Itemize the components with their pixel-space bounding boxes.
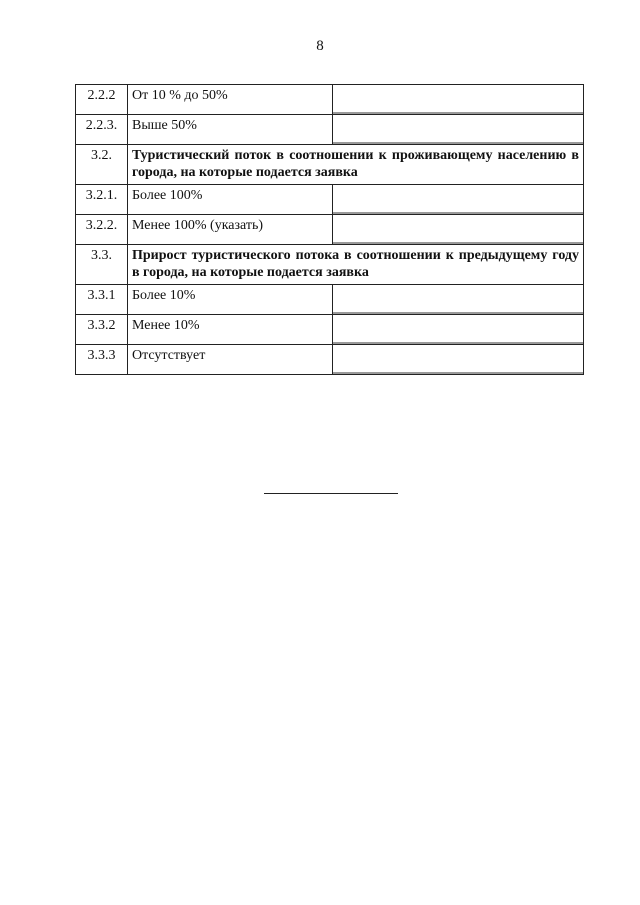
row-value-cell — [333, 315, 584, 345]
row-label: От 10 % до 50% — [128, 85, 333, 115]
page-number: 8 — [316, 38, 324, 54]
table-row — [76, 345, 584, 375]
row-number: 3.3.2 — [76, 315, 128, 345]
row-value-cell — [333, 85, 584, 115]
section-number: 3.2. — [76, 145, 128, 185]
row-number: 3.2.1. — [76, 185, 128, 215]
table-row — [76, 315, 584, 345]
row-value-cell — [333, 345, 584, 375]
row-value-cell — [333, 215, 584, 245]
section-title: Туристический поток в соотношении к проживающему населению в города, на которые подается заявка — [128, 145, 584, 185]
row-number: 3.3.1 — [76, 285, 128, 315]
section-number: 3.3. — [76, 245, 128, 285]
row-value-cell — [333, 185, 584, 215]
row-label: Более 10% — [128, 285, 333, 315]
row-number: 3.2.2. — [76, 215, 128, 245]
section-row — [76, 145, 584, 185]
row-label: Более 100% — [128, 185, 333, 215]
row-label: Менее 10% — [128, 315, 333, 345]
section-row — [76, 245, 584, 285]
row-value-cell — [333, 285, 584, 315]
section-title: Прирост туристического потока в соотношении к предыдущему году в города, на которые подается заявка — [128, 245, 584, 285]
table-row — [76, 215, 584, 245]
row-number: 3.3.3 — [76, 345, 128, 375]
table-row — [76, 285, 584, 315]
row-label: Менее 100% (указать) — [128, 215, 333, 245]
table-row — [76, 115, 584, 145]
criteria-table — [75, 84, 584, 375]
row-label: Выше 50% — [128, 115, 333, 145]
table-row — [76, 185, 584, 215]
row-number: 2.2.3. — [76, 115, 128, 145]
row-value-cell — [333, 115, 584, 145]
end-of-document-rule — [264, 493, 398, 494]
row-number: 2.2.2 — [76, 85, 128, 115]
row-label: Отсутствует — [128, 345, 333, 375]
table-row — [76, 85, 584, 115]
